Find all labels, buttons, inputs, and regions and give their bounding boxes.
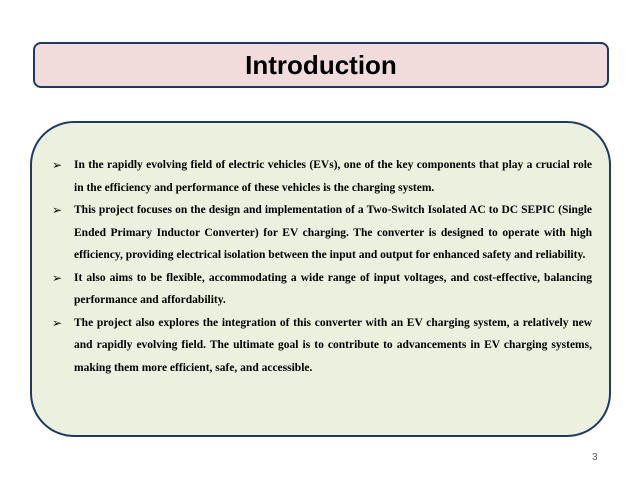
- bullet-item: [52, 312, 592, 380]
- bullet-list: [52, 154, 592, 379]
- slide-title: Introduction: [245, 49, 397, 80]
- arrow-bullet-icon: ➢: [52, 270, 63, 285]
- arrow-bullet-icon: ➢: [52, 203, 63, 217]
- arrow-bullet-icon: ➢: [52, 315, 63, 330]
- bullet-text: The project also explores the integration of this converter with an EV charging system, a relatively new and rapidly evolving field. The ultimate goal is to contribute to advancements in EV charging systems, making them more efficient, safe, and accessible.: [74, 316, 592, 374]
- bullet-text: It also aims to be flexible, accommodating a wide range of input voltages, and cost-effective, balancing performance and affordability.: [74, 271, 592, 306]
- bullet-item: [52, 154, 592, 199]
- title-box: [33, 42, 609, 88]
- bullet-text: This project focuses on the design and implementation of a Two-Switch Isolated AC to DC SEPIC (Single Ended Primary Inductor Converter) for EV charging. The converter is designed to operate with high efficiency, providing electrical isolation between the input and output for enhanced safety and reliability.: [74, 204, 592, 261]
- bullet-item: [52, 199, 592, 267]
- arrow-bullet-icon: ➢: [52, 158, 63, 172]
- page-number: 3: [592, 452, 598, 463]
- bullet-text: In the rapidly evolving field of electric vehicles (EVs), one of the key components that play a crucial role in the efficiency and performance of these vehicles is the charging system.: [74, 159, 592, 194]
- bullet-item: [52, 267, 592, 312]
